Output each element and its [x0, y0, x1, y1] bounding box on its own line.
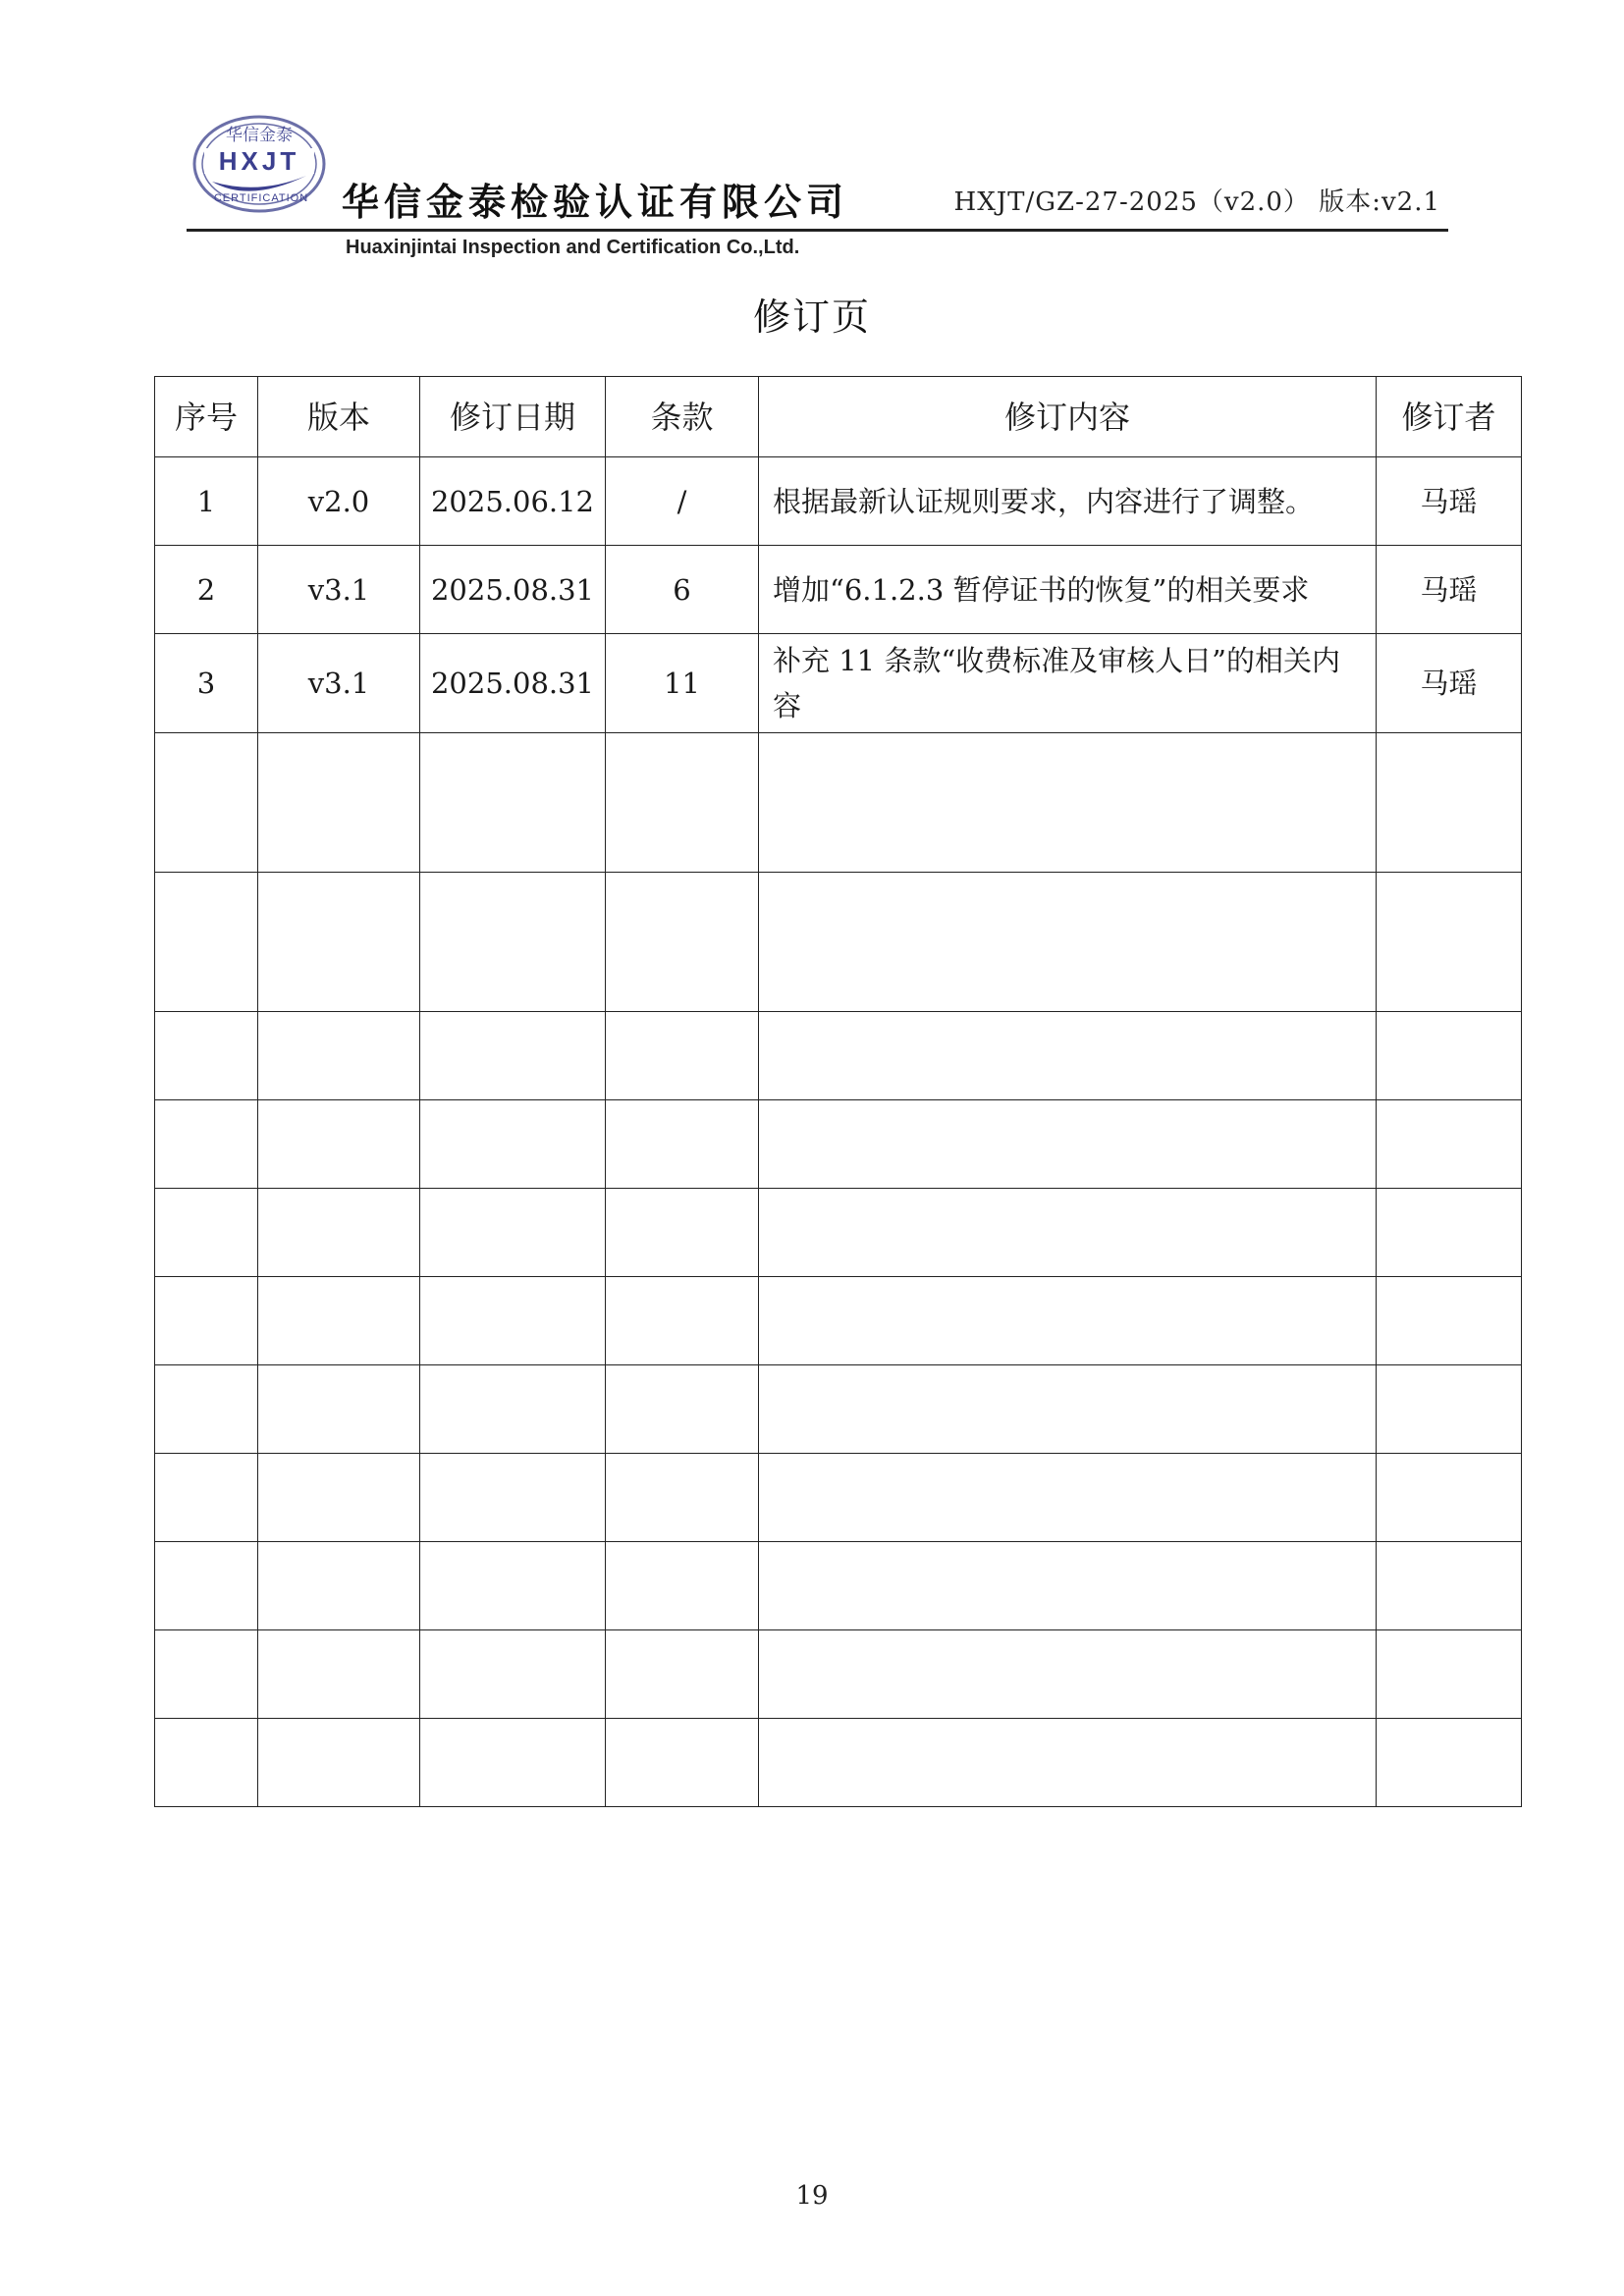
empty-row [155, 1365, 1522, 1454]
cell-author: 马瑶 [1377, 634, 1522, 733]
cell-version: v2.0 [258, 457, 420, 546]
company-logo [190, 113, 328, 216]
header-clause: 条款 [606, 377, 759, 457]
empty-row [155, 1012, 1522, 1100]
page-header [187, 103, 1448, 260]
empty-row [155, 1189, 1522, 1277]
cell-no: 1 [155, 457, 258, 546]
empty-row [155, 1719, 1522, 1807]
cell-version: v3.1 [258, 546, 420, 634]
revision-table [154, 376, 1522, 1807]
company-name-en: Huaxinjintai Inspection and Certification Co.,Ltd. [346, 237, 800, 258]
header-content: 修订内容 [759, 377, 1377, 457]
cell-author: 马瑶 [1377, 457, 1522, 546]
svg-text:HXJT: HXJT [218, 146, 300, 176]
header-date: 修订日期 [420, 377, 606, 457]
empty-row [155, 733, 1522, 873]
cell-date: 2025.06.12 [420, 457, 606, 546]
header-author: 修订者 [1377, 377, 1522, 457]
page-title: 修订页 [752, 295, 871, 339]
cell-date: 2025.08.31 [420, 634, 606, 733]
cell-content: 补充 11 条款“收费标准及审核人日”的相关内容 [759, 634, 1377, 733]
empty-row [155, 873, 1522, 1012]
cell-clause: 11 [606, 634, 759, 733]
table-row [155, 457, 1522, 546]
cell-content: 增加“6.1.2.3 暂停证书的恢复”的相关要求 [759, 546, 1377, 634]
svg-text:华信金泰: 华信金泰 [226, 126, 293, 145]
cell-clause: / [606, 457, 759, 546]
table-row [155, 634, 1522, 733]
cell-version: v3.1 [258, 634, 420, 733]
empty-row [155, 1542, 1522, 1630]
table-header-row [155, 377, 1522, 457]
cell-clause: 6 [606, 546, 759, 634]
cell-author: 马瑶 [1377, 546, 1522, 634]
header-divider [187, 229, 1448, 232]
cell-no: 3 [155, 634, 258, 733]
empty-row [155, 1100, 1522, 1189]
empty-row [155, 1630, 1522, 1719]
svg-text:CERTIFICATION: CERTIFICATION [213, 192, 309, 204]
empty-row [155, 1277, 1522, 1365]
company-name-cn: 华信金泰检验认证有限公司 [342, 181, 849, 224]
page-number: 19 [795, 2181, 829, 2211]
cell-content: 根据最新认证规则要求，内容进行了调整。 [759, 457, 1377, 546]
cell-no: 2 [155, 546, 258, 634]
empty-row [155, 1454, 1522, 1542]
header-no: 序号 [155, 377, 258, 457]
cell-date: 2025.08.31 [420, 546, 606, 634]
header-version: 版本 [258, 377, 420, 457]
document-code: HXJT/GZ-27-2025（v2.0） 版本:v2.1 [953, 187, 1440, 217]
table-row [155, 546, 1522, 634]
